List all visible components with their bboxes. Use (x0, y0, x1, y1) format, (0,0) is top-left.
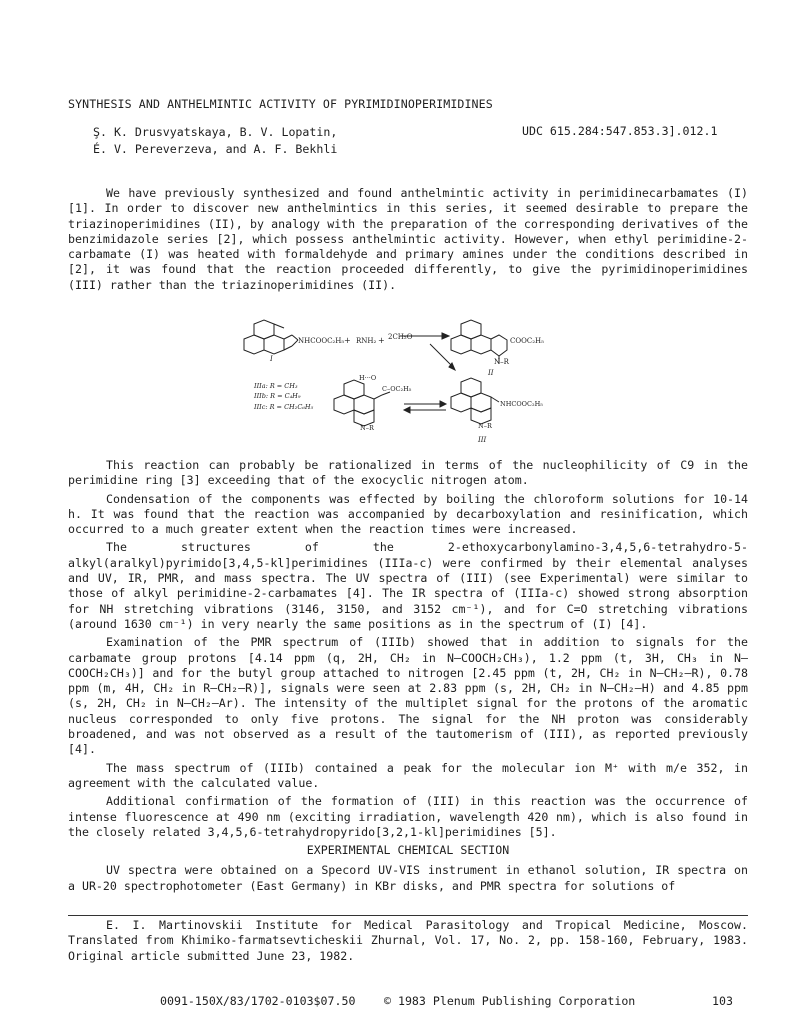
footnote-text: E. I. Martinovskii Institute for Medical Parasitology and Tropical Medicine, Moscow. Translated from Khimiko-farmatsevticheskii Zhurnal, Vol. 17, No. 2, pp. 158-160, February, 1983. Original article submitted June 23, 1982. (68, 918, 748, 963)
paragraph-6: Additional confirmation of the formation of (III) in this reaction was the occurrence of intense fluorescence at 490 nm (exciting irradiation, wavelength 420 nm), which is also found in the closely related 3,4,5,6-tetrahydropyrido[3,2,1-kl]perimidines [5]. (68, 794, 748, 839)
scheme-plus-1: + (344, 336, 351, 345)
paper-title: SYNTHESIS AND ANTHELMINTIC ACTIVITY OF PYRIMIDINOPERIMIDINES (68, 97, 493, 111)
reaction-scheme (240, 318, 570, 446)
experimental-heading: EXPERIMENTAL CHEMICAL SECTION (306, 843, 510, 858)
scheme-variant-b: IIIb: R = C₄H₉ (254, 392, 301, 400)
intro-paragraph: We have previously synthesized and found anthelmintic activity in perimidinecarbamates (I) [1]. In order to discover new anthelmintics in this series, it seemed desirable to prepare the triazinoperimidines (II), by analogy with the preparation of the corresponding derivatives of the benzimidazole series [2], which possess anthelmintic activity. However, when ethyl perimidine-2-carbamate (I) was heated with formaldehyde and primary amines under the conditions described in [2], it was found that the reaction proceeded differently, to give the pyrimidinoperimidines (III) rather than the triazinoperimidines (II). (68, 186, 748, 292)
scheme-nr-III-right: N–R (478, 422, 492, 430)
scheme-variant-a: IIIa: R = CH₃ (254, 382, 298, 390)
author-list (93, 124, 337, 158)
udc-code: UDC 615.284:547.853.3].012.1 (522, 124, 718, 138)
scheme-label-III: III (478, 436, 487, 444)
ring-I-c (264, 335, 284, 354)
footer-code: 0091-150X/83/1702-0103$07.50 (160, 994, 356, 1008)
reaction-scheme-figure (240, 318, 570, 446)
paragraph-1: This reaction can probably be rationalized in terms of the nucleophilicity of C9 in the perimidine ring [3] exceeding that of the exocyclic nitrogen atom. (68, 458, 748, 488)
paragraph-2: Condensation of the components was effected by boiling the chloroform solutions for 10-14 h. It was found that the reaction was accompanied by decarboxylation and resinification, which occurred to a much greater extent when the reaction times were increased. (68, 491, 748, 537)
scheme-nhcooc2h5: NHCOOC₂H₅ (298, 337, 345, 345)
scheme-c-oc2h5: C–OC₂H₅ (382, 385, 412, 393)
scheme-variant-c: IIIc: R = CH₂C₆H₅ (254, 403, 314, 411)
paragraph-5: The mass spectrum of (IIIb) contained a peak for the molecular ion M⁺ with m/e 352, in agreement with the calculated value. (68, 760, 748, 790)
footer-copyright: © 1983 Plenum Publishing Corporation (384, 994, 636, 1008)
scheme-rnh2: RNH₂ (356, 337, 377, 345)
author-line-2: É. V. Pereverzeva, and A. F. Bekhli (93, 142, 338, 156)
scheme-label-I: I (270, 355, 273, 363)
page-number: 103 (712, 994, 733, 1008)
scheme-cooc2h5-II: COOC₂H₅ (510, 337, 544, 345)
ring-I-b (244, 335, 264, 354)
experimental-paragraph: UV spectra were obtained on a Specord UV-VIS instrument in ethanol solution, IR spectra on a UR-20 spectrophotometer (East Germany) in KBr disks, and PMR spectra for solutions of (68, 863, 748, 893)
paragraph-4: Examination of the PMR spectrum of (IIIb) showed that in addition to signals for the carbamate group protons [4.14 ppm (q, 2H, CH₂ in N–COOCH₂CH₃), 1.2 ppm (t, 3H, CH₃ in N–COOCH₂CH₃)] and for the butyl group attached to nitrogen [2.45 ppm (t, 2H, CH₂ in N–CH₂–R), 0.78 ppm (m, 4H, CH₂ in R–CH₂–R)], signals were seen at 2.83 ppm (s, 2H, CH₂ in N–CH₂–H) and 4.85 ppm (s, 2H, CH₂ in N–CH₂–Ar). The intensity of the multiplet signal for the protons of the aromatic nucleus corresponded to only five protons. The signal for the NH proton was considerably broadened, and was not observed as a result of the tautomerism of (III), as reported previously [4]. (68, 635, 748, 757)
scheme-nhcooc2h5-III: NHCOOC₂H₅ (500, 400, 543, 408)
discussion-section (68, 458, 748, 897)
scheme-ch2o: 2CH₂O (388, 333, 413, 341)
scheme-plus-2: + (378, 336, 385, 345)
footnote (68, 918, 748, 964)
author-line-1: Ş. K. Drusvyatskaya, B. V. Lopatin, (93, 125, 338, 139)
scheme-nr-III-left: N–R (360, 424, 374, 432)
paragraph-3: The structures of the 2-ethoxycarbonylamino-3,4,5,6-tetrahydro-5-alkyl(aralkyl)pyrimido[3,4,5-kl]perimidines (IIIa-c) were confirmed by their elemental analyses and UV, IR, PMR, and mass spectra. The UV spectra of (III) (see Experimental) were similar to those of alkyl perimidine-2-carbamates [4]. The IR spectra of (IIIa-c) showed strong absorption for NH stretching vibrations (3146, 3150, and 3152 cm⁻¹), and for C=O stretching vibrations (around 1630 cm⁻¹) in very nearly the same positions as in the spectrum of (I) [4]. (68, 540, 748, 631)
scheme-h-o: H···O (359, 374, 377, 382)
scheme-nr-II: N–R (494, 358, 509, 366)
intro-section (68, 186, 748, 296)
footnote-divider (68, 915, 748, 916)
scheme-label-II: II (488, 369, 494, 377)
